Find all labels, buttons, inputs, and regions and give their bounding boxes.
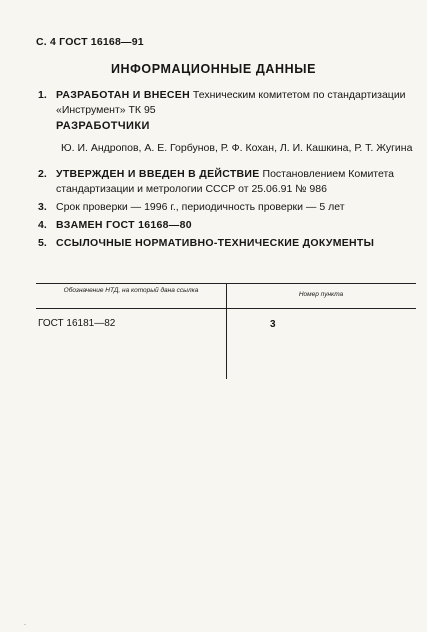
item-heading: РАЗРАБОТАН И ВНЕСЕН (56, 89, 190, 101)
page-header: С. 4 ГОСТ 16168—91 (36, 36, 144, 48)
item-heading: УТВЕРЖДЕН И ВВЕДЕН В ДЕЙСТВИЕ (56, 168, 260, 180)
corner-mark: . (24, 620, 26, 627)
item-text: Техническим комитетом по стандартизации «Инструмент» ТК 95 (56, 89, 406, 116)
item-number: 5. (38, 237, 47, 249)
info-item-4 (38, 218, 413, 233)
table-cell-ntd: ГОСТ 16181—82 (38, 318, 116, 329)
item-text: Срок проверки — 1996 г., периодичность проверки — 5 лет (56, 201, 345, 213)
table-header-ntd: Обозначение НТД, на который дана ссылка (63, 287, 199, 294)
developers-heading: РАЗРАБОТЧИКИ (56, 120, 150, 132)
item-number: 4. (38, 219, 47, 231)
info-item-3 (38, 200, 413, 215)
info-item-5 (38, 236, 413, 251)
table-cell-item-number: 3 (270, 319, 276, 330)
item-heading: ВЗАМЕН ГОСТ 16168—80 (56, 219, 192, 231)
item-number: 1. (38, 89, 47, 101)
item-text: Постановлением Комитета стандартизации и метрологии СССР от 25.06.91 № 986 (56, 168, 395, 195)
item-number: 3. (38, 201, 47, 213)
table-header-item-number: Номер пункта (298, 291, 344, 298)
item-number: 2. (38, 168, 47, 180)
item-heading: ССЫЛОЧНЫЕ НОРМАТИВНО-ТЕХНИЧЕСКИЕ ДОКУМЕНТЫ (56, 237, 375, 249)
section-title: ИНФОРМАЦИОННЫЕ ДАННЫЕ (110, 62, 317, 76)
table-header-rule (36, 308, 416, 309)
info-item-2 (38, 167, 413, 196)
developers-list: Ю. И. Андропов, А. Е. Горбунов, Р. Ф. Кохан, Л. И. Кашкина, Р. Т. Жугина (61, 142, 413, 154)
info-item-1 (38, 88, 413, 117)
table-column-divider (226, 283, 227, 379)
